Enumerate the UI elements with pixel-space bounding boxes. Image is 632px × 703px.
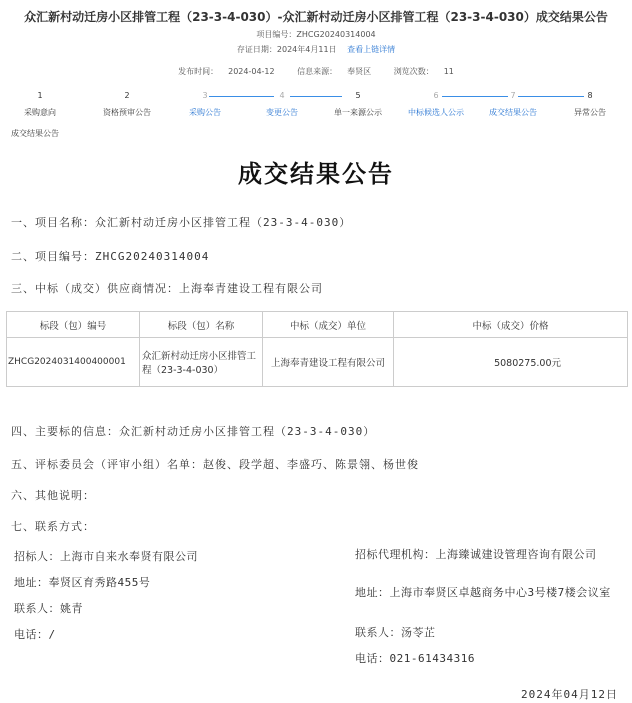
table-cell: 上海奉青建设工程有限公司 — [263, 338, 394, 387]
table-cell: 众汇新村动迁房小区排管工程（23-3-4-030） — [140, 338, 263, 387]
agency-name: 招标代理机构：上海臻诚建设管理咨询有限公司 — [355, 548, 597, 561]
tenderer-name: 招标人：上海市自来水奉贤有限公司 — [14, 550, 198, 563]
step-label: 中标候选人公示 — [408, 108, 464, 117]
progress-steps — [0, 90, 632, 120]
publish-time-label: 发布时间： — [178, 67, 219, 76]
step-label: 采购公告 — [189, 108, 221, 117]
table-cell: 5080275.00元 — [394, 338, 628, 387]
other-notes-paragraph: 六、其他说明： — [11, 489, 95, 502]
breadcrumb: 成交结果公告 — [11, 129, 59, 138]
step-number: 7 — [510, 91, 516, 100]
project-number-paragraph: 二、项目编号：ZHCG20240314004 — [11, 250, 210, 263]
publish-time-field — [173, 67, 280, 76]
agency-contact: 联系人：汤苓芷 — [355, 626, 436, 639]
project-name-paragraph: 一、项目名称：众汇新村动迁房小区排管工程（23-3-4-030） — [11, 216, 352, 229]
publish-info-line — [0, 66, 632, 77]
committee-paragraph: 五、评标委员会（评审小组）名单：赵俊、段学超、李盛巧、陈景翎、杨世俊 — [11, 458, 419, 471]
step-1[interactable] — [0, 90, 80, 118]
main-subject-paragraph: 四、主要标的信息：众汇新村动迁房小区排管工程（23-3-4-030） — [11, 425, 376, 438]
table-header: 标段（包）编号 — [7, 312, 140, 338]
step-8[interactable] — [550, 90, 630, 118]
supplier-paragraph: 三、中标（成交）供应商情况：上海奉青建设工程有限公司 — [11, 282, 323, 295]
step-label: 异常公告 — [574, 108, 606, 117]
views-field — [389, 67, 459, 76]
step-7[interactable] — [473, 90, 553, 118]
step-number: 6 — [433, 91, 439, 100]
step-5[interactable] — [318, 90, 398, 118]
tenderer-phone: 电话：/ — [14, 628, 56, 641]
document-date: 2024年04月12日 — [521, 688, 618, 701]
tenderer-contact-block — [14, 546, 314, 650]
step-label: 资格预审公告 — [103, 108, 151, 117]
step-label: 成交结果公告 — [489, 108, 537, 117]
source-label: 信息来源： — [297, 67, 338, 76]
step-label: 变更公告 — [266, 108, 298, 117]
agency-address: 地址：上海市奉贤区卓越商务中心3号楼7楼会议室 — [355, 586, 611, 599]
result-table — [6, 311, 628, 387]
table-cell: ZHCG2024031400400001 — [7, 338, 140, 387]
step-4[interactable] — [242, 90, 322, 118]
table-header: 中标（成交）单位 — [263, 312, 394, 338]
view-chain-details-link[interactable]: 查看上链详情 — [347, 45, 396, 54]
tenderer-contact: 联系人：姚青 — [14, 602, 83, 615]
step-number: 8 — [587, 91, 593, 100]
step-3[interactable] — [165, 90, 245, 118]
views-count: 11 — [443, 67, 454, 76]
page-title: 众汇新村动迁房小区排管工程（23-3-4-030）-众汇新村动迁房小区排管工程（23-3-4-030）成交结果公告 — [24, 10, 608, 24]
document-heading: 成交结果公告 — [238, 160, 394, 188]
publish-time: 2024-04-12 — [228, 67, 275, 76]
table-row — [7, 338, 628, 387]
step-number: 1 — [37, 91, 43, 100]
step-label: 单一来源公示 — [334, 108, 382, 117]
project-number-line — [0, 29, 632, 40]
deposit-line — [0, 44, 632, 55]
table-header: 中标（成交）价格 — [394, 312, 628, 338]
step-2[interactable] — [87, 90, 167, 118]
step-number: 3 — [202, 91, 208, 100]
step-6[interactable] — [396, 90, 476, 118]
source-field — [292, 67, 376, 76]
views-label: 浏览次数： — [393, 67, 434, 76]
tenderer-address: 地址：奉贤区育秀路455号 — [14, 576, 151, 589]
step-number: 5 — [355, 91, 361, 100]
agency-phone: 电话：021-61434316 — [355, 652, 475, 665]
deposit-date-label: 存证日期： — [236, 45, 277, 54]
agency-contact-block — [355, 546, 627, 667]
step-number: 4 — [279, 91, 285, 100]
project-number: ZHCG20240314004 — [296, 30, 376, 39]
step-label: 采购意向 — [24, 108, 56, 117]
project-number-label: 项目编号： — [256, 30, 297, 39]
contact-heading: 七、联系方式： — [11, 520, 95, 533]
deposit-date: 2024年4月11日 — [276, 45, 337, 54]
source-value: 奉贤区 — [347, 67, 372, 76]
table-header: 标段（包）名称 — [140, 312, 263, 338]
table-header-row — [7, 312, 628, 338]
step-number: 2 — [124, 91, 130, 100]
